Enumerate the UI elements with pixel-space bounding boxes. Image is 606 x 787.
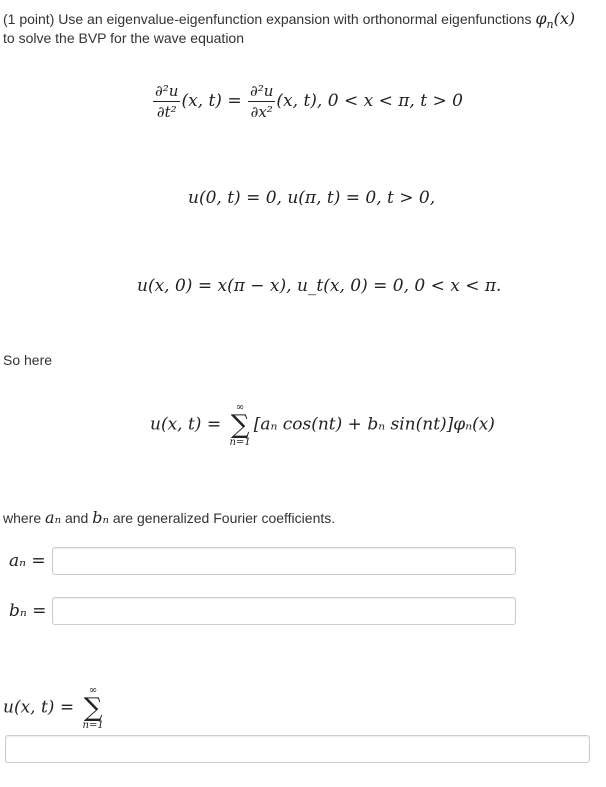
u-label: u(x, t) = ∞ ∑ n=1 <box>3 685 104 731</box>
u-input[interactable] <box>5 735 590 763</box>
problem-intro: Use an eigenvalue-eigenfunction expansion with orthonormal eigenfunctions <box>58 11 532 27</box>
d2u-dx2-fraction: $\frac{\text{∂²u}}{\text{∂x²}}$ <box>249 82 274 121</box>
d2u-dt2-fraction: $\frac{\text{∂²u}}{\text{∂t²}}$ <box>155 82 179 121</box>
so-here-text: So here <box>3 352 53 368</box>
u-sum-symbol: ∞ ∑ n=1 <box>82 685 104 731</box>
sum-symbol: ∞ ∑ n=1 <box>229 402 251 448</box>
problem-statement <box>3 9 603 48</box>
problem-line2: to solve the BVP for the wave equation <box>3 30 245 46</box>
eigen-expansion: u(x, t) = ∞ ∑ n=1 [aₙ cos(nt) + bₙ sin(nt)]φₙ(x) <box>150 402 495 448</box>
bn-label: bₙ = <box>9 601 47 621</box>
where-text: where aₙ and bₙ are generalized Fourier coefficients. <box>3 508 336 527</box>
an-label: aₙ = <box>9 551 46 571</box>
boundary-conditions: u(0, t) = 0, u(π, t) = 0, t > 0, <box>188 188 436 208</box>
bn-input[interactable] <box>52 597 516 625</box>
initial-conditions: u(x, 0) = x(π − x), u_t(x, 0) = 0, 0 < x < π. <box>137 276 502 296</box>
an-input[interactable] <box>52 547 516 575</box>
wave-equation: $\frac{\text{∂²u}}{\text{∂t²}}$ (x, t) = $\frac{\text{∂²u}}{\text{∂x²}}$ (x, t), 0 < x < π, t > 0 <box>155 82 463 121</box>
points-label: (1 point) <box>3 11 55 27</box>
phi-symbol: $\varphi_n(x)$ <box>535 9 576 32</box>
